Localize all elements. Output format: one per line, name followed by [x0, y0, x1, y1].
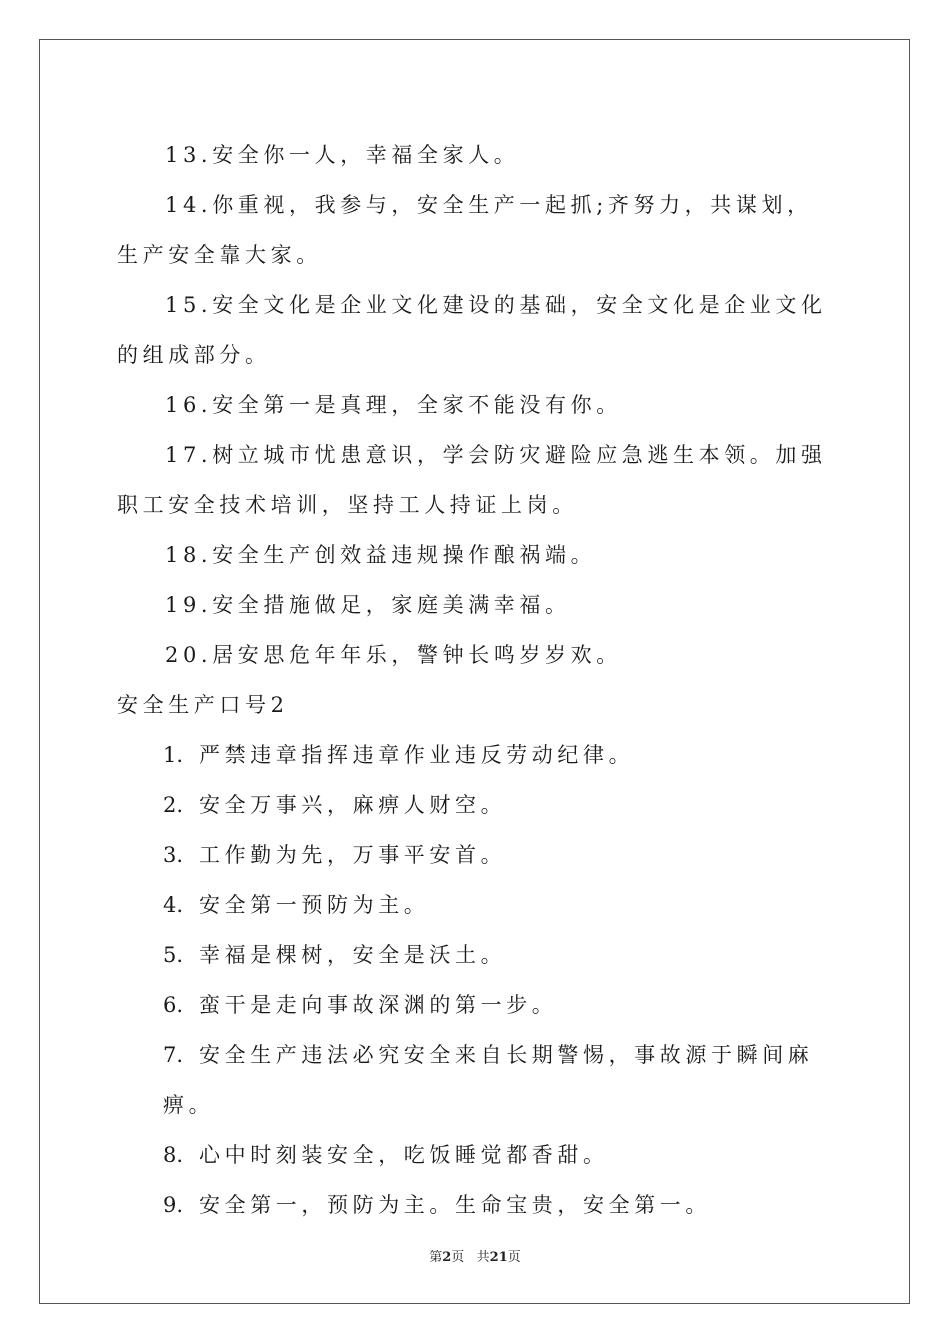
slogan-paragraph: 14.你重视，我参与，安全生产一起抓;齐努力，共谋划，生产安全靠大家。: [117, 193, 813, 267]
list-item: [117, 780, 833, 830]
list-item-text: 严禁违章指挥违章作业违反劳动纪律。: [199, 743, 635, 767]
footer-suffix: 页: [507, 1250, 521, 1265]
slogan-paragraph: 18.安全生产创效益违规操作酿祸端。: [165, 543, 597, 567]
slogan-paragraph: 13.安全你一人，幸福全家人。: [165, 143, 520, 167]
total-page-count: 21: [489, 1250, 508, 1265]
list-item-text: 工作勤为先，万事平安首。: [199, 843, 507, 867]
list-item-text: 幸福是棵树，安全是沃土。: [199, 943, 507, 967]
list-item: [117, 1030, 833, 1130]
slogan-paragraph: 19.安全措施做足，家庭美满幸福。: [165, 593, 571, 617]
list-item: [117, 830, 833, 880]
list-item: [117, 1180, 833, 1230]
list-item-number: 4.: [163, 893, 184, 917]
list-item-text: 蛮干是走向事故深渊的第一步。: [199, 993, 558, 1017]
list-item-text: 安全万事兴，麻痹人财空。: [199, 793, 507, 817]
list-item-number: 5.: [163, 943, 184, 967]
footer-prefix: 第: [429, 1250, 443, 1265]
list-item-number: 7.: [163, 1043, 184, 1067]
list-item-number: 6.: [163, 993, 184, 1017]
section-heading: 安全生产口号2: [117, 693, 289, 717]
list-item-text: 安全生产违法必究安全来自长期警惕，事故源于瞬间麻痹。: [163, 1043, 814, 1117]
list-item-text: 心中时刻装安全，吃饭睡觉都香甜。: [199, 1143, 609, 1167]
list-item: [117, 730, 833, 780]
list-item: [117, 880, 833, 930]
footer-middle: 页 共: [451, 1250, 490, 1265]
list-item-number: 9.: [163, 1193, 184, 1217]
slogan-paragraph: 20.居安思危年年乐，警钟长鸣岁岁欢。: [165, 643, 622, 667]
slogan-paragraph: 15.安全文化是企业文化建设的基础，安全文化是企业文化的组成部分。: [117, 293, 827, 367]
document-body: [117, 130, 833, 1230]
list-item: [117, 930, 833, 980]
list-item-text: 安全第一，预防为主。生命宝贵，安全第一。: [199, 1193, 711, 1217]
list-item-number: 1.: [163, 743, 184, 767]
list-item: [117, 980, 833, 1030]
list-item-number: 8.: [163, 1143, 184, 1167]
page-footer: [0, 1246, 950, 1265]
list-item-text: 安全第一预防为主。: [199, 893, 430, 917]
current-page-number: 2: [442, 1250, 452, 1265]
list-item: [117, 1130, 833, 1180]
list-item-number: 2.: [163, 793, 184, 817]
list-item-number: 3.: [163, 843, 184, 867]
slogan-paragraph: 17.树立城市忧患意识，学会防灾避险应急逃生本领。加强职工安全技术培训，坚持工人持证上岗。: [117, 443, 827, 517]
slogan-paragraph: 16.安全第一是真理，全家不能没有你。: [165, 393, 622, 417]
